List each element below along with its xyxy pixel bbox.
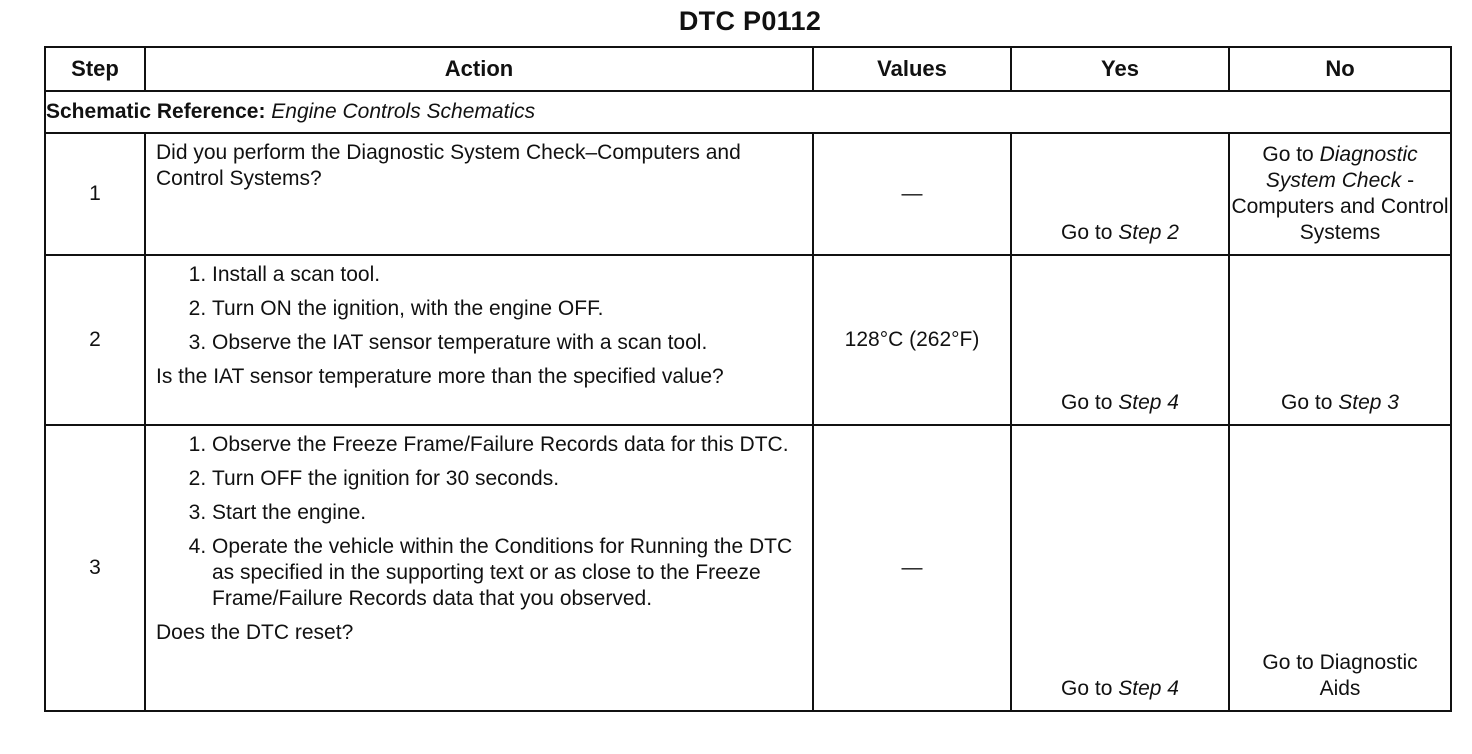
schematic-reference-row (45, 91, 1451, 133)
table-row (45, 255, 1451, 425)
header-no: No (1229, 47, 1451, 91)
yes-prefix: Go to (1061, 391, 1113, 414)
action-step: 3. Observe the IAT sensor temperature with a scan tool. (212, 330, 802, 356)
schematic-reference-label: Schematic Reference: (46, 100, 266, 123)
action-step: 1. Observe the Freeze Frame/Failure Records data for this DTC. (212, 432, 802, 458)
no-link[interactable]: Step 3 (1338, 391, 1399, 414)
no-cell (1229, 133, 1451, 255)
yes-cell (1011, 133, 1229, 255)
action-question: Is the IAT sensor temperature more than the specified value? (156, 365, 724, 388)
action-step: 2. Turn OFF the ignition for 30 seconds. (212, 466, 802, 492)
action-cell (145, 133, 813, 255)
header-row (45, 47, 1451, 91)
no-prefix: Go to (1262, 143, 1314, 166)
page-title: DTC P0112 (678, 6, 822, 36)
no-prefix: Go to (1281, 391, 1333, 414)
value-dash: — (901, 182, 923, 205)
action-step: 4. Operate the vehicle within the Conditions for Running the DTC as specified in the supporting text or as close to the Freeze Frame/Failure Records data that you observed. (212, 534, 802, 612)
yes-cell (1011, 425, 1229, 711)
action-cell (145, 255, 813, 425)
no-suffix: - Computers and Control Systems (1231, 169, 1449, 244)
action-step: 1. Install a scan tool. (212, 262, 802, 288)
step-number: 2 (45, 255, 145, 425)
header-action: Action (145, 47, 813, 91)
action-step: 2. Turn ON the ignition, with the engine OFF. (212, 296, 802, 322)
yes-link[interactable]: Step 2 (1118, 221, 1179, 244)
no-link[interactable]: Diagnostic System Check (1265, 143, 1418, 192)
yes-cell (1011, 255, 1229, 425)
action-question: Does the DTC reset? (156, 621, 354, 644)
action-step: 3. Start the engine. (212, 500, 802, 526)
schematic-reference-link[interactable]: Engine Controls Schematics (271, 100, 536, 123)
yes-prefix: Go to (1061, 677, 1113, 700)
no-cell (1229, 425, 1451, 711)
no-link[interactable]: Go to Diagnostic Aids (1262, 651, 1418, 700)
action-question: Did you perform the Diagnostic System Check–Computers and Control Systems? (156, 141, 741, 190)
table-row (45, 133, 1451, 255)
yes-link[interactable]: Step 4 (1118, 391, 1179, 414)
value-cell (813, 133, 1011, 255)
value-cell: 128°C (262°F) (813, 255, 1011, 425)
table-row (45, 425, 1451, 711)
diagnostic-table (44, 46, 1452, 712)
yes-link[interactable]: Step 4 (1118, 677, 1179, 700)
header-step: Step (45, 47, 145, 91)
value-cell (813, 425, 1011, 711)
no-cell (1229, 255, 1451, 425)
value-dash: — (901, 556, 923, 579)
header-values: Values (813, 47, 1011, 91)
step-number: 1 (45, 133, 145, 255)
step-number: 3 (45, 425, 145, 711)
action-cell (145, 425, 813, 711)
header-yes: Yes (1011, 47, 1229, 91)
yes-prefix: Go to (1061, 221, 1113, 244)
action-steps (156, 262, 802, 356)
schematic-reference (45, 91, 1451, 133)
action-steps (156, 432, 802, 612)
